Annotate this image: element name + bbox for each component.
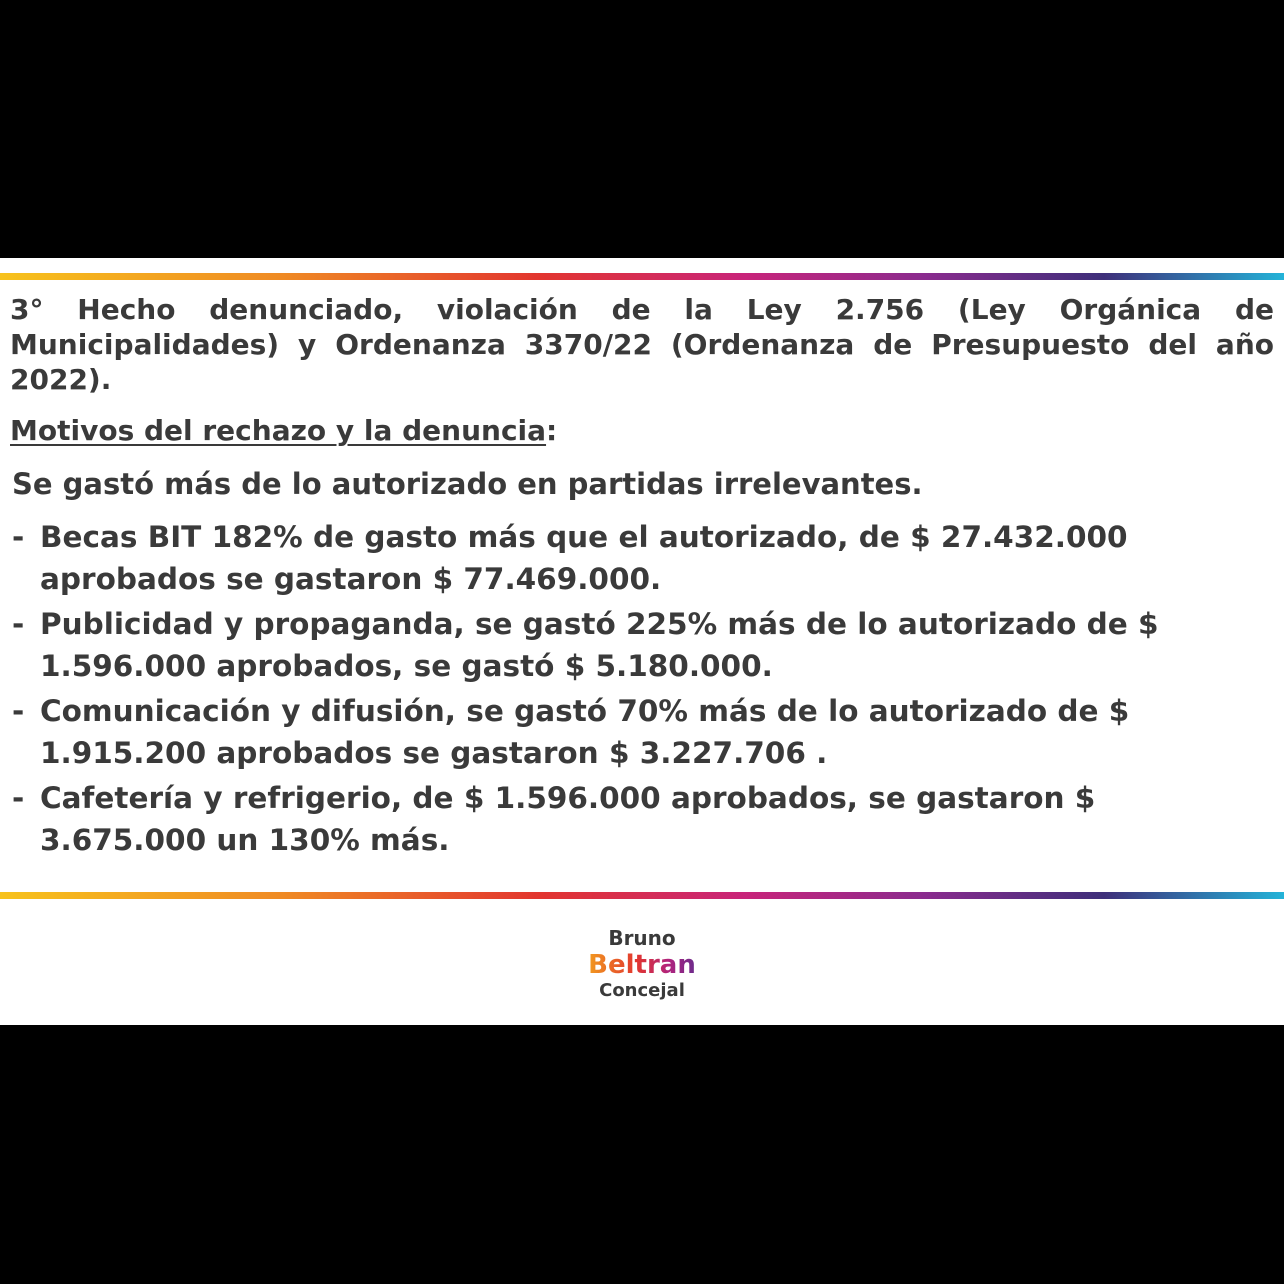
dash-bullet: -	[12, 694, 25, 728]
bottom-gradient-rule	[0, 892, 1284, 899]
dash-bullet: -	[12, 520, 25, 554]
signature-last-name: Beltran	[588, 950, 696, 980]
slide-content	[10, 292, 1274, 864]
list-item-text: Cafetería y refrigerio, de $ 1.596.000 aprobados, se gastaron $ 3.675.000 un 130% más.	[40, 781, 1096, 857]
signature-role: Concejal	[599, 980, 685, 1001]
list-item-text: Becas BIT 182% de gasto más que el autorizado, de $ 27.432.000 aprobados se gastaron $ 77.469.000.	[40, 520, 1128, 596]
slide-panel	[0, 258, 1284, 1025]
motivos-colon: :	[546, 414, 558, 447]
list-item	[10, 690, 1240, 774]
list-item	[10, 603, 1240, 687]
heading-text: 3° Hecho denunciado, violación de la Ley 2.756 (Ley Orgánica de Municipalidades) y Ordenanza 3370/22 (Ordenanza de Presupuesto del año 2022).	[10, 293, 1274, 396]
top-gradient-rule	[0, 273, 1284, 280]
signature-first-name: Bruno	[608, 926, 676, 950]
dash-bullet: -	[12, 607, 25, 641]
list-item	[10, 777, 1240, 861]
list-item	[10, 516, 1240, 600]
expense-list	[10, 516, 1240, 861]
motivos-label: Motivos del rechazo y la denuncia	[10, 414, 547, 447]
signature-logo	[0, 926, 1284, 1002]
list-item-text: Comunicación y difusión, se gastó 70% más de lo autorizado de $ 1.915.200 aprobados se gastaron $ 3.227.706 .	[40, 694, 1130, 770]
intro-text: Se gastó más de lo autorizado en partidas irrelevantes.	[12, 467, 923, 501]
motivos-line	[10, 413, 1274, 448]
list-item-text: Publicidad y propaganda, se gastó 225% más de lo autorizado de $ 1.596.000 aprobados, se gastó $ 5.180.000.	[40, 607, 1159, 683]
dash-bullet: -	[12, 781, 25, 815]
